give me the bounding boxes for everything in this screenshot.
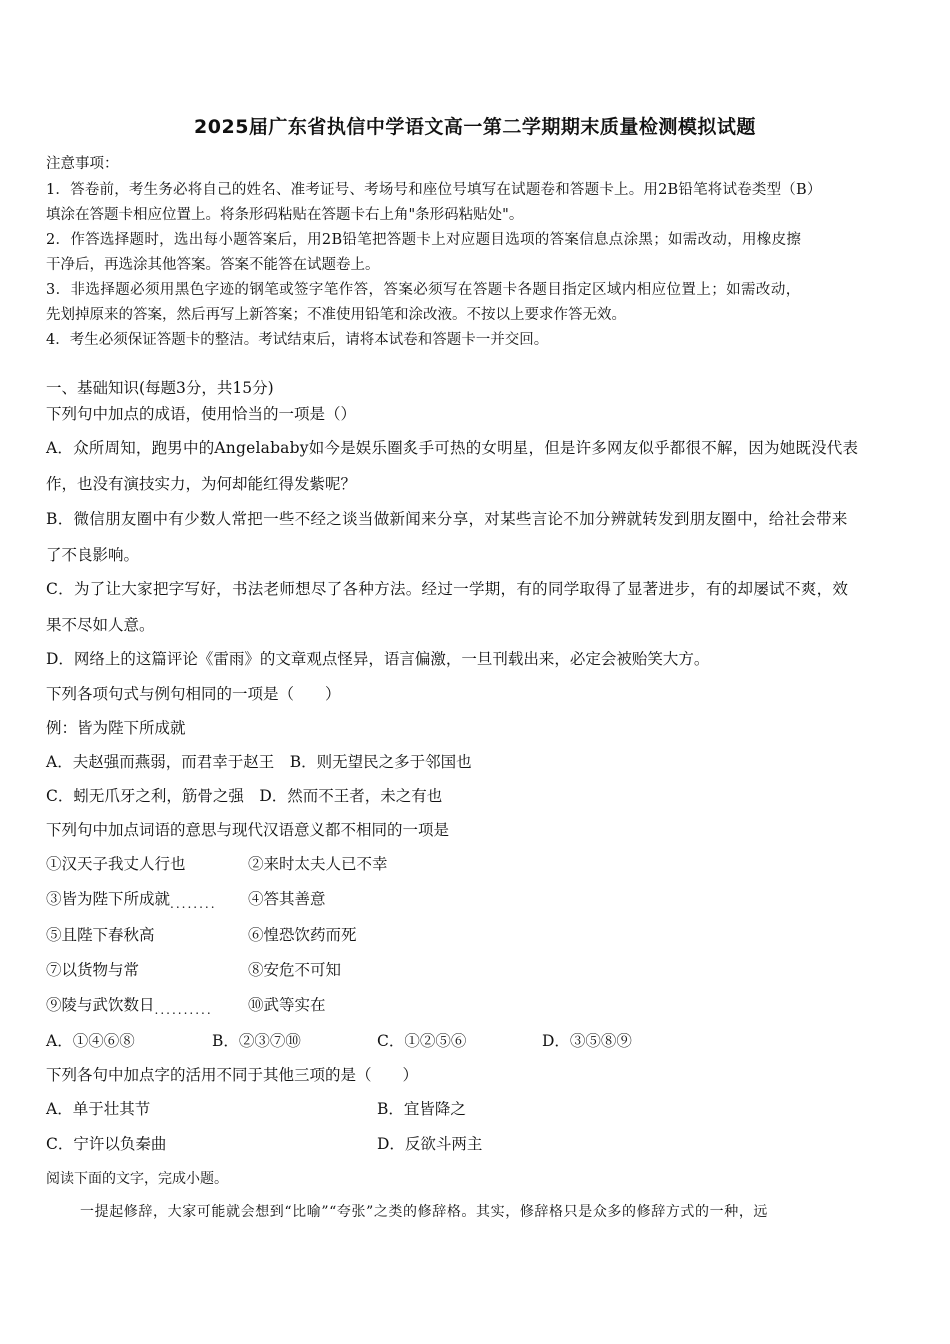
q3-item-7: ⑦以货物与常 [46,961,140,979]
reading-paragraph-1: 一提起修辞，大家可能就会想到“比喻”“夸张”之类的修辞格。其实，修辞格只是众多的修辞方式的一种，远 [80,1204,769,1220]
emphasis-dots: ........ [170,897,217,911]
q2-options-cd: C．蚓无爪牙之利，筋骨之强 D．然而不王者，未之有也 [46,787,443,805]
notice-line-5: 3．非选择题必须用黑色字迹的钢笔或签字笔作答，答案必须写在答题卡各题目指定区域内相应位置上；如需改动， [46,282,801,298]
reading-intro: 阅读下面的文字，完成小题。 [46,1171,228,1187]
q3-item-3-text: ③皆为陛下所成就 [46,890,171,908]
q1-option-d: D．网络上的这篇评论《雷雨》的文章观点怪异，语言偏激，一旦刊载出来，必定会被贻笑大方。 [46,650,710,668]
q3-item-10: ⑩武等实在 [248,996,326,1014]
emphasis-dots: .......... [154,1003,213,1017]
q3-item-2: ②来时太夫人已不幸 [248,855,388,873]
q4-option-c: C．宁许以负秦曲 [46,1135,167,1153]
q3-stem: 下列句中加点词语的意思与现代汉语意义都不相同的一项是 [46,821,450,839]
q3-option-d: D．③⑤⑧⑨ [542,1032,632,1050]
notice-line-3: 2．作答选择题时，选出每小题答案后，用2B铅笔把答题卡上对应题目选项的答案信息点涂黑；如需改动，用橡皮擦 [46,232,802,248]
notice-line-7: 4．考生必须保证答题卡的整洁。考试结束后，请将本试卷和答题卡一并交回。 [46,332,549,348]
q1-option-b-line1: B．微信朋友圈中有少数人常把一些不经之谈当做新闻来分享，对某些言论不加分辨就转发到朋友圈中，给社会带来 [46,510,848,528]
q1-option-a-line1: A．众所周知，跑男中的Angelababy如今是娱乐圈炙手可热的女明星，但是许多网友似乎都很不解，因为她既没代表 [46,439,859,457]
q3-item-9-text: ⑨陵与武饮数日 [46,996,155,1014]
q1-option-c-line2: 果不尽如人意。 [46,616,155,634]
notice-heading: 注意事项： [46,156,119,172]
notice-line-6: 先划掉原来的答案，然后再写上新答案；不准使用铅笔和涂改液。不按以上要求作答无效。 [46,307,626,323]
q3-option-c: C．①②⑤⑥ [377,1032,467,1050]
q3-option-a: A．①④⑥⑧ [46,1032,135,1050]
q3-item-8: ⑧安危不可知 [248,961,342,979]
q3-item-4: ④答其善意 [248,890,326,908]
notice-line-4: 干净后，再选涂其他答案。答案不能答在试题卷上。 [46,257,380,273]
q3-item-1: ①汉天子我丈人行也 [46,855,186,873]
q1-option-c-line1: C．为了让大家把字写好，书法老师想尽了各种方法。经过一学期，有的同学取得了显著进步，有的却屡试不爽，效 [46,580,849,598]
q3-option-b: B．②③⑦⑩ [212,1032,301,1050]
q1-stem: 下列句中加点的成语，使用恰当的一项是（） [46,405,357,423]
notice-line-1: 1．答卷前，考生务必将自己的姓名、准考证号、考场号和座位号填写在试题卷和答题卡上。用2B铅笔将试卷类型（B） [46,182,822,198]
q2-example: 例：皆为陛下所成就 [46,719,186,737]
q3-item-3 [46,887,217,911]
notice-line-2: 填涂在答题卡相应位置上。将条形码粘贴在答题卡右上角"条形码粘贴处"。 [46,207,524,223]
q4-option-a: A．单于壮其节 [46,1100,151,1118]
q3-item-6: ⑥惶恐饮药而死 [248,926,357,944]
section-heading: 一、基础知识(每题3分，共15分) [46,379,274,397]
q4-stem: 下列各句中加点字的活用不同于其他三项的是（ ） [46,1066,419,1084]
q3-item-9 [46,993,213,1017]
q2-stem: 下列各项句式与例句相同的一项是（ ） [46,685,341,703]
q2-options-ab: A．夫赵强而燕弱，而君幸于赵王 B．则无望民之多于邻国也 [46,753,472,771]
exam-title: 2025届广东省执信中学语文高一第二学期期末质量检测模拟试题 [194,116,756,138]
q3-item-5: ⑤且陛下春秋高 [46,926,155,944]
q1-option-a-line2: 作，也没有演技实力，为何却能红得发紫呢？ [46,475,357,493]
q4-option-d: D．反欲斗两主 [377,1135,483,1153]
q4-option-b: B．宜皆降之 [377,1100,466,1118]
q1-option-b-line2: 了不良影响。 [46,546,140,564]
